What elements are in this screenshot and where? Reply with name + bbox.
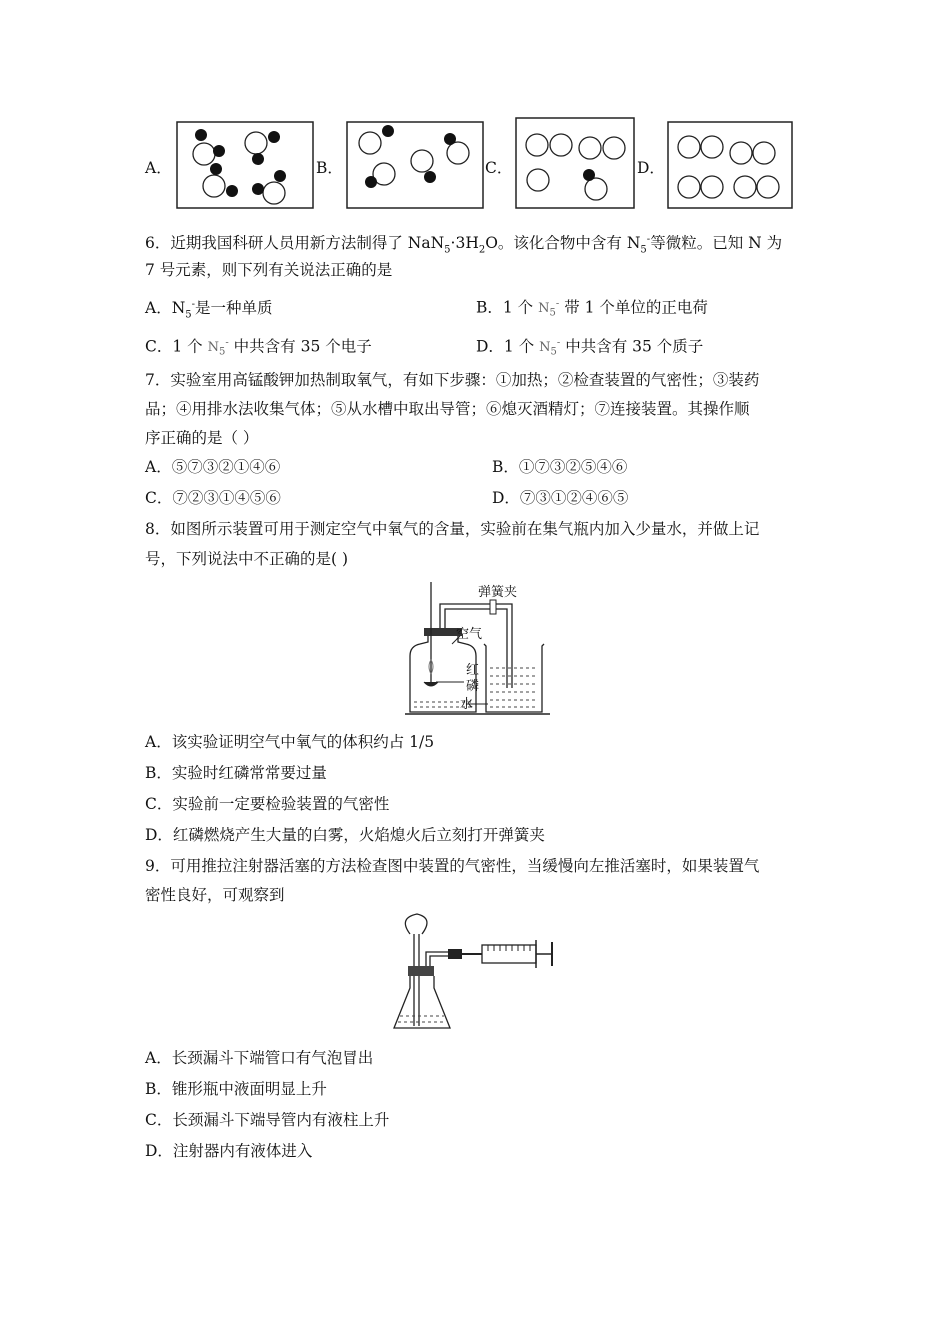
q9-stem-line2: 密性良好，可观察到 [145,886,285,904]
q6-option-c: C．1 个 $N_5^-$ 中共含有 35 个电子 [145,337,372,358]
q6-option-d: D．1 个 $N_5^-$ 中共含有 35 个质子 [476,337,704,358]
q9-option-c: C．长颈漏斗下端导管内有液柱上升 [145,1111,390,1129]
q8-option-b: B．实验时红磷常常要过量 [145,764,327,782]
q5-diagram-a [176,121,314,209]
q9-apparatus-figure [390,908,560,1036]
q5-label-c: C． [485,159,513,177]
q8-stem-line2: 号，下列说法中不正确的是( ) [145,550,349,568]
label-water: 水 [460,697,474,712]
q6-option-a: A．$N_5^-$是一种单质 [145,299,273,321]
n5-ion-formula: $N_5^-$ [539,338,561,358]
q6-option-b: B．1 个 $N_5^-$ 带 1 个单位的正电荷 [476,298,708,319]
q7-option-a: A．⑤⑦③②①④⑥ [145,458,281,476]
q5-diagram-b [346,121,484,209]
q7-stem-line1: 7．实验室用高锰酸钾加热制取氧气，有如下步骤：①加热；②检查装置的气密性；③装药 [145,371,760,389]
q7-option-d: D．⑦③①②④⑥⑤ [492,489,629,507]
label-phosphorus: 磷 [466,679,480,694]
q5-label-d: D． [637,159,665,177]
q8-option-a: A．该实验证明空气中氧气的体积约占 1/5 [145,733,435,751]
label-red: 红 [466,663,480,678]
label-air: 空气 [456,627,483,642]
q8-option-d: D．红磷燃烧产生大量的白雾，火焰熄火后立刻打开弹簧夹 [145,826,545,844]
q5-diagram-d [667,121,793,209]
q8-option-c: C．实验前一定要检验装置的气密性 [145,795,390,813]
q7-option-c: C．⑦②③①④⑤⑥ [145,489,281,507]
q8-apparatus-figure [400,578,560,718]
q7-stem-line2: 品；④用排水法收集气体；⑤从水槽中取出导管；⑥熄灭酒精灯；⑦连接装置。其操作顺 [145,400,750,418]
q5-label-a: A． [145,159,172,177]
q9-stem-line1: 9．可用推拉注射器活塞的方法检查图中装置的气密性，当缓慢向左推活塞时，如果装置气 [145,857,760,875]
label-clamp: 弹簧夹 [478,585,518,600]
q6-stem-line2: 7 号元素，则下列有关说法正确的是 [145,261,393,279]
q8-stem-line1: 8．如图所示装置可用于测定空气中氧气的含量，实验前在集气瓶内加入少量水，并做上记 [145,520,760,538]
q5-label-b: B． [316,159,343,177]
q9-option-b: B．锥形瓶中液面明显上升 [145,1080,327,1098]
q9-option-d: D．注射器内有液体进入 [145,1142,313,1160]
n5-ion-formula: $N_5^-$ [207,338,229,358]
q7-option-b: B．①⑦③②⑤④⑥ [492,458,628,476]
q6-stem-line1: 6．近期我国科研人员用新方法制得了 $NaN_5\cdot 3H_2O$。该化合物中含有 $N_5^-$等微粒。已知 N 为 [145,234,783,256]
q9-option-a: A．长颈漏斗下端管口有气泡冒出 [145,1049,374,1067]
q7-stem-line3: 序正确的是（ ） [145,429,259,447]
q5-diagram-c [515,117,635,209]
n5-ion-formula: $N_5^-$ [538,299,560,319]
